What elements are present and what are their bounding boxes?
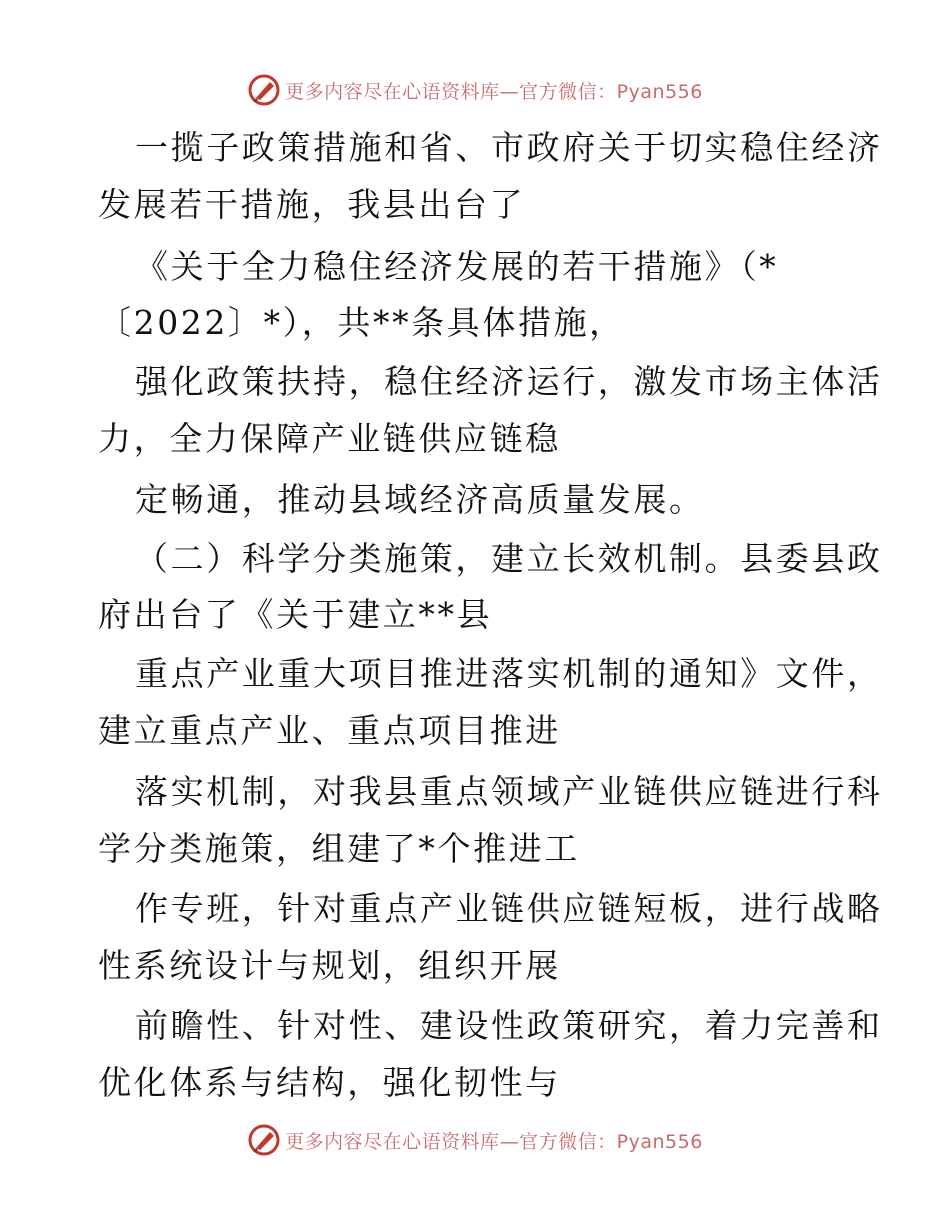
watermark-text: 更多内容尽在心语资料库—官方微信：Pyan556 [285, 80, 703, 103]
watermark-account: Pyan556 [616, 1130, 703, 1153]
text-line: 优化体系与结构，强化韧性与 [98, 1063, 561, 1102]
text-line: 《关于全力稳住经济发展的若干措施》（* [135, 247, 779, 286]
text-line: 强化政策扶持，稳住经济运行，激发市场主体活 [135, 362, 883, 401]
text-line: 学分类施策，组建了*个推进工 [98, 829, 580, 868]
text-line: 〔2022〕*），共**条具体措施， [98, 303, 625, 342]
watermark-text: 更多内容尽在心语资料库—官方微信：Pyan556 [285, 1130, 703, 1153]
text-line: 作专班，针对重点产业链供应链短板，进行战略 [135, 889, 883, 928]
text-line: 一揽子政策措施和省、市政府关于切实稳住经济 [135, 128, 883, 167]
text-line: 落实机制，对我县重点领域产业链供应链进行科 [135, 772, 883, 811]
text-line: 定畅通，推动县域经济高质量发展。 [135, 480, 705, 519]
footer-watermark [0, 1122, 950, 1158]
text-line: 性系统设计与规划，组织开展 [98, 946, 561, 985]
text-line: 重点产业重大项目推进落实机制的通知》文件， [135, 654, 883, 693]
pen-logo-icon [247, 1123, 281, 1157]
text-line: 建立重点产业、重点项目推进 [98, 711, 561, 750]
watermark-account: Pyan556 [616, 80, 703, 103]
text-line: 府出台了《关于建立**县 [98, 595, 493, 634]
header-watermark [0, 72, 950, 108]
text-line: 前瞻性、针对性、建设性政策研究，着力完善和 [135, 1006, 883, 1045]
text-line: （二）科学分类施策，建立长效机制。县委县政 [135, 539, 883, 578]
pen-logo-icon [247, 73, 281, 107]
text-line: 力，全力保障产业链供应链稳 [98, 419, 561, 458]
text-line: 发展若干措施，我县出台了 [98, 185, 526, 224]
